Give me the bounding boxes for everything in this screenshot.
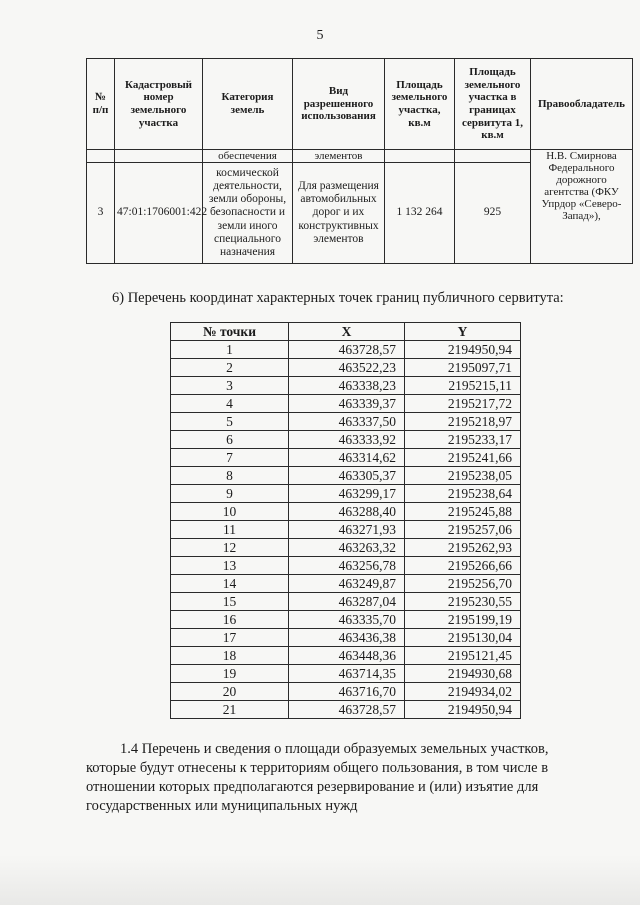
table-row bbox=[171, 341, 521, 359]
cell-x: 463299,17 bbox=[289, 485, 405, 503]
scan-shadow bbox=[0, 855, 640, 905]
cell-empty bbox=[455, 150, 531, 163]
cell-y: 2195256,70 bbox=[405, 575, 521, 593]
cell-y: 2195199,19 bbox=[405, 611, 521, 629]
cell-category-cont: обеспечения bbox=[203, 150, 293, 163]
cell-point-number: 8 bbox=[171, 467, 289, 485]
cell-point-number: 9 bbox=[171, 485, 289, 503]
cell-y: 2195241,66 bbox=[405, 449, 521, 467]
table-row bbox=[171, 377, 521, 395]
cell-x: 463714,35 bbox=[289, 665, 405, 683]
header-category: Категория земель bbox=[203, 59, 293, 150]
header-owner: Правообладатель bbox=[531, 59, 633, 150]
table-row bbox=[171, 521, 521, 539]
cell-point-number: 19 bbox=[171, 665, 289, 683]
cell-point-number: 17 bbox=[171, 629, 289, 647]
header-point-number: № точки bbox=[171, 323, 289, 341]
cell-x: 463263,32 bbox=[289, 539, 405, 557]
cell-permitted-use-cont: элементов bbox=[293, 150, 385, 163]
header-permitted-use: Вид разрешенного использования bbox=[293, 59, 385, 150]
cell-y: 2195217,72 bbox=[405, 395, 521, 413]
cell-x: 463287,04 bbox=[289, 593, 405, 611]
table-row bbox=[171, 485, 521, 503]
header-x: X bbox=[289, 323, 405, 341]
header-area: Площадь земельного участка, кв.м bbox=[385, 59, 455, 150]
table-row bbox=[171, 701, 521, 719]
cell-area: 1 132 264 bbox=[385, 163, 455, 264]
table-row bbox=[171, 449, 521, 467]
cell-x: 463256,78 bbox=[289, 557, 405, 575]
cell-servitude-area: 925 bbox=[455, 163, 531, 264]
table-row bbox=[171, 413, 521, 431]
cell-x: 463305,37 bbox=[289, 467, 405, 485]
table-row bbox=[171, 665, 521, 683]
paragraph-line: государственных или муниципальных нужд bbox=[86, 798, 358, 814]
cell-x: 463716,70 bbox=[289, 683, 405, 701]
table-row bbox=[171, 647, 521, 665]
cell-point-number: 5 bbox=[171, 413, 289, 431]
cell-x: 463728,57 bbox=[289, 701, 405, 719]
cell-point-number: 1 bbox=[171, 341, 289, 359]
cell-empty bbox=[385, 150, 455, 163]
coordinates-table bbox=[170, 322, 521, 719]
cell-y: 2195257,06 bbox=[405, 521, 521, 539]
cell-cadastral: 47:01:1706001:422 bbox=[115, 163, 203, 264]
cell-point-number: 7 bbox=[171, 449, 289, 467]
table-row bbox=[171, 395, 521, 413]
cell-owner: Н.В. Смирнова Федерального дорожного агентства (ФКУ Упрдор «Северо-Запад»), bbox=[531, 150, 633, 264]
cell-point-number: 21 bbox=[171, 701, 289, 719]
table-row bbox=[171, 593, 521, 611]
cell-x: 463338,23 bbox=[289, 377, 405, 395]
section-heading: 6) Перечень координат характерных точек границ публичного сервитута: bbox=[112, 290, 564, 306]
table-row bbox=[171, 557, 521, 575]
table-row bbox=[171, 467, 521, 485]
table-row bbox=[171, 575, 521, 593]
header-cadastral: Кадастровый номер земельного участка bbox=[115, 59, 203, 150]
table-row bbox=[171, 629, 521, 647]
cell-point-number: 15 bbox=[171, 593, 289, 611]
cell-x: 463728,57 bbox=[289, 341, 405, 359]
cell-x: 463337,50 bbox=[289, 413, 405, 431]
cell-y: 2194950,94 bbox=[405, 701, 521, 719]
cell-y: 2195130,04 bbox=[405, 629, 521, 647]
cell-x: 463314,62 bbox=[289, 449, 405, 467]
table-row bbox=[171, 359, 521, 377]
cell-y: 2195233,17 bbox=[405, 431, 521, 449]
cell-x: 463335,70 bbox=[289, 611, 405, 629]
cell-point-number: 13 bbox=[171, 557, 289, 575]
cell-point-number: 20 bbox=[171, 683, 289, 701]
cell-x: 463333,92 bbox=[289, 431, 405, 449]
paragraph-1-4 bbox=[86, 740, 600, 816]
paragraph-line: 1.4 Перечень и сведения о площади образуемых земельных участков, bbox=[120, 741, 549, 757]
header-num: № п/п bbox=[87, 59, 115, 150]
cell-x: 463522,23 bbox=[289, 359, 405, 377]
cell-point-number: 2 bbox=[171, 359, 289, 377]
cell-y: 2194950,94 bbox=[405, 341, 521, 359]
cell-x: 463339,37 bbox=[289, 395, 405, 413]
cell-y: 2195262,93 bbox=[405, 539, 521, 557]
table-row bbox=[171, 611, 521, 629]
cell-point-number: 4 bbox=[171, 395, 289, 413]
cell-y: 2194934,02 bbox=[405, 683, 521, 701]
cell-y: 2195238,64 bbox=[405, 485, 521, 503]
cell-y: 2195245,88 bbox=[405, 503, 521, 521]
cell-permitted-use: Для размещения автомобильных дорог и их конструктивных элементов bbox=[293, 163, 385, 264]
cell-y: 2195230,55 bbox=[405, 593, 521, 611]
cell-point-number: 14 bbox=[171, 575, 289, 593]
cell-x: 463288,40 bbox=[289, 503, 405, 521]
cell-y: 2195097,71 bbox=[405, 359, 521, 377]
cell-num: 3 bbox=[87, 163, 115, 264]
cell-y: 2194930,68 bbox=[405, 665, 521, 683]
cell-point-number: 18 bbox=[171, 647, 289, 665]
table-row bbox=[171, 503, 521, 521]
page-number: 5 bbox=[316, 28, 324, 43]
cell-x: 463249,87 bbox=[289, 575, 405, 593]
cell-x: 463436,38 bbox=[289, 629, 405, 647]
cell-point-number: 16 bbox=[171, 611, 289, 629]
cell-y: 2195121,45 bbox=[405, 647, 521, 665]
paragraph-line: которые будут отнесены к территориям общего пользования, в том числе в bbox=[86, 760, 549, 776]
paragraph-line: отношении которых предполагаются резервирование и (или) изъятие для bbox=[86, 779, 539, 795]
cell-y: 2195218,97 bbox=[405, 413, 521, 431]
table-row bbox=[171, 539, 521, 557]
coordinates-header-row bbox=[171, 323, 521, 341]
header-servitude-area: Площадь земельного участка в границах сервитута 1, кв.м bbox=[455, 59, 531, 150]
parcel-table bbox=[86, 58, 633, 264]
parcel-table-header-row bbox=[87, 59, 633, 150]
table-row-continuation bbox=[87, 150, 633, 163]
table-row bbox=[171, 431, 521, 449]
cell-point-number: 6 bbox=[171, 431, 289, 449]
cell-category: космической деятельности, земли обороны, безопасности и земли иного специального назначения bbox=[203, 163, 293, 264]
header-y: Y bbox=[405, 323, 521, 341]
cell-y: 2195215,11 bbox=[405, 377, 521, 395]
table-row bbox=[171, 683, 521, 701]
cell-point-number: 3 bbox=[171, 377, 289, 395]
cell-point-number: 11 bbox=[171, 521, 289, 539]
cell-x: 463271,93 bbox=[289, 521, 405, 539]
cell-x: 463448,36 bbox=[289, 647, 405, 665]
cell-point-number: 10 bbox=[171, 503, 289, 521]
cell-empty bbox=[115, 150, 203, 163]
cell-y: 2195238,05 bbox=[405, 467, 521, 485]
cell-empty bbox=[87, 150, 115, 163]
cell-y: 2195266,66 bbox=[405, 557, 521, 575]
cell-point-number: 12 bbox=[171, 539, 289, 557]
